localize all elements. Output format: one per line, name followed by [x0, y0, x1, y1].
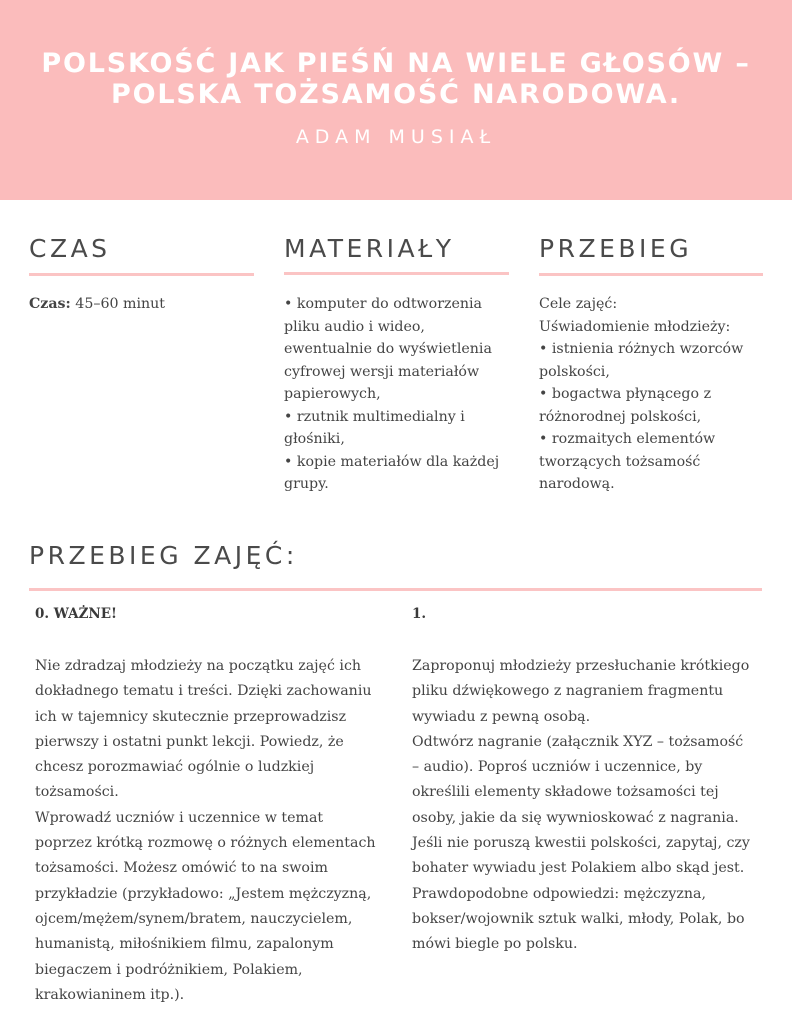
- author-name: ADAM MUSIAŁ: [295, 126, 497, 148]
- step-1-text: Zaproponuj młodzieży przesłuchanie krótkiego pliku dźwiękowego z nagraniem fragmentu wywiadu z pewną osobą. Odtwórz nagranie (załącznik XYZ – tożsamość – audio). Poproś uczniów i uczennice, by określili elementy składowe tożsamości tej osoby, jakie da się wywnioskować z nagrania. Jeśli nie poruszą kwestii polskości, zapytaj, czy bohater wywiadu jest Polakiem albo skąd jest. Prawdopodobne odpowiedzi: mężczyzna, bokser/wojownik sztuk walki, młody, Polak, bo mówi biegle po polsku.: [412, 658, 750, 953]
- czas-text: [29, 293, 254, 316]
- step-0-title: 0. WAŻNE!: [35, 606, 117, 622]
- przebieg-heading: PRZEBIEG: [539, 234, 693, 263]
- materialy-divider: [284, 272, 509, 275]
- step-0-text: Nie zdradzaj młodzieży na początku zajęć ich dokładnego tematu i treści. Dzięki zachowaniu ich w tajemnicy skutecznie przeprowadzisz pierwszy i ostatni punkt lekcji. Powiedz, że chcesz porozmawiać ogólnie o ludzkiej tożsamości. Wprowadź uczniów i uczennice w temat poprzez krótką rozmowę o różnych elementach tożsamości. Możesz omówić to na swoim przykładzie (przykładowo: „Jestem mężczyzną, ojcem/mężem/synem/bratem, nauczycielem, humanistą, miłośnikiem filmu, zapalonym biegaczem i podróżnikiem, Polakiem, krakowianinem itp.).: [35, 658, 376, 1003]
- czas-heading: CZAS: [29, 234, 111, 263]
- step-1-title: 1.: [412, 606, 427, 622]
- title-line-2: POLSKA TOŻSAMOŚĆ NARODOWA.: [110, 79, 681, 110]
- materialy-text: • komputer do odtworzenia pliku audio i wideo, ewentualnie do wyświetlenia cyfrowej wersji materiałów papierowych, • rzutnik multimedialny i głośniki, • kopie materiałów dla każdej grupy.: [284, 296, 500, 492]
- przebieg-divider: [539, 273, 763, 276]
- przebieg-text: Cele zajęć: Uświadomienie młodzieży: • istnienia różnych wzorców polskości, • bogactwa płynącego z różnorodnej polskości, • rozmaitych elementów tworzących tożsamość narodową.: [539, 296, 744, 492]
- title-line-1: POLSKOŚĆ JAK PIEŚŃ NA WIELE GŁOSÓW –: [41, 48, 751, 79]
- materialy-heading: MATERIAŁY: [284, 234, 455, 263]
- document-title: [0, 48, 792, 110]
- section-heading: PRZEBIEG ZAJĘĆ:: [29, 541, 298, 570]
- czas-value: 45–60 minut: [70, 296, 165, 312]
- czas-divider: [29, 273, 254, 276]
- czas-label: Czas:: [29, 296, 71, 312]
- section-divider: [29, 588, 762, 591]
